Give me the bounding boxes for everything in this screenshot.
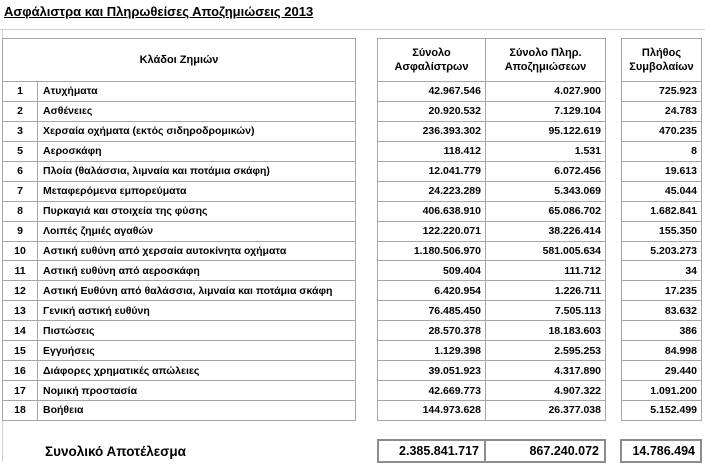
table-row: [3, 221, 356, 241]
table-row: [378, 201, 606, 221]
row-number: 3: [3, 121, 38, 141]
claims-value: 581.005.634: [486, 241, 606, 261]
table-row: [3, 301, 356, 321]
table-row: [378, 241, 606, 261]
row-number: 13: [3, 301, 38, 321]
row-number: 17: [3, 381, 38, 401]
contracts-value: 1.682.841: [622, 201, 702, 221]
table-row: [622, 261, 702, 281]
gridline-horizontal: [0, 29, 705, 30]
class-label: Διάφορες χρηματικές απώλειες: [38, 361, 356, 381]
premiums-value: 406.638.910: [378, 201, 486, 221]
contracts-value: 5.152.499: [622, 401, 702, 421]
table-row: [378, 82, 606, 102]
class-label: Αστική Ευθύνη από θαλάσσια, λιμναία και ποτάμια σκάφη: [38, 281, 356, 301]
row-number: 11: [3, 261, 38, 281]
table-row: [3, 281, 356, 301]
table-row: [3, 181, 356, 201]
premiums-value: 24.223.289: [378, 181, 486, 201]
claims-value: 2.595.253: [486, 341, 606, 361]
contracts-value: 83.632: [622, 301, 702, 321]
row-number: 6: [3, 161, 38, 181]
row-number: 8: [3, 201, 38, 221]
table-row: [3, 261, 356, 281]
class-label: Αεροσκάφη: [38, 141, 356, 161]
premiums-value: 509.404: [378, 261, 486, 281]
class-label: Βοήθεια: [38, 401, 356, 421]
class-label: Πιστώσεις: [38, 321, 356, 341]
contracts-value: 45.044: [622, 181, 702, 201]
claims-value: 4.907.322: [486, 381, 606, 401]
premiums-value: 42.967.546: [378, 82, 486, 102]
row-number: 14: [3, 321, 38, 341]
contracts-value: 5.203.273: [622, 241, 702, 261]
premiums-header: Σύνολο Ασφαλίστρων: [378, 39, 486, 82]
table-row: [3, 381, 356, 401]
claims-value: 18.183.603: [486, 321, 606, 341]
table-row: [622, 281, 702, 301]
contracts-value: 725.923: [622, 82, 702, 102]
row-number: 1: [3, 82, 38, 102]
class-label: Πυρκαγιά και στοιχεία της φύσης: [38, 201, 356, 221]
table-row: [622, 161, 702, 181]
table-row: [622, 241, 702, 261]
claims-value: 7.505.113: [486, 301, 606, 321]
table-row: [3, 401, 356, 421]
row-number: 7: [3, 181, 38, 201]
class-label: Αστική ευθύνη από αεροσκάφη: [38, 261, 356, 281]
table-row: [622, 221, 702, 241]
table-row: [3, 241, 356, 261]
table-row: [378, 341, 606, 361]
table-row: [378, 321, 606, 341]
total-premiums: 2.385.841.717: [399, 444, 479, 458]
class-label: Λοιπές ζημιές αγαθών: [38, 221, 356, 241]
premiums-value: 144.973.628: [378, 401, 486, 421]
row-number: 12: [3, 281, 38, 301]
contracts-value: 24.783: [622, 101, 702, 121]
contracts-header: Πλήθος Συμβολαίων: [622, 39, 702, 82]
class-label: Μεταφερόμενα εμπορεύματα: [38, 181, 356, 201]
premiums-value: 20.920.532: [378, 101, 486, 121]
table-row: [378, 261, 606, 281]
premiums-value: 42.669.773: [378, 381, 486, 401]
table-row: [378, 221, 606, 241]
table-row: [378, 281, 606, 301]
premiums-value: 28.570.378: [378, 321, 486, 341]
claims-value: 111.712: [486, 261, 606, 281]
contracts-value: 34: [622, 261, 702, 281]
table-row: [622, 381, 702, 401]
contracts-value: 1.091.200: [622, 381, 702, 401]
table-row: [622, 181, 702, 201]
table-row: [622, 201, 702, 221]
table-row: [378, 181, 606, 201]
table-row: [622, 141, 702, 161]
premiums-value: 122.220.071: [378, 221, 486, 241]
row-number: 5: [3, 141, 38, 161]
row-number: 15: [3, 341, 38, 361]
classes-header: Κλάδοι Ζημιών: [3, 39, 356, 82]
table-row: [622, 82, 702, 102]
table-row: [622, 301, 702, 321]
total-contracts: 14.786.494: [632, 444, 695, 458]
contracts-header-row: [622, 39, 702, 82]
premiums-value: 236.393.302: [378, 121, 486, 141]
table-row: [3, 101, 356, 121]
contracts-value: 386: [622, 321, 702, 341]
row-number: 10: [3, 241, 38, 261]
contracts-value: 19.613: [622, 161, 702, 181]
table-row: [378, 301, 606, 321]
contracts-value: 155.350: [622, 221, 702, 241]
claims-header: Σύνολο Πληρ. Αποζημιώσεων: [486, 39, 606, 82]
table-row: [3, 141, 356, 161]
table-row: [378, 141, 606, 161]
premiums-value: 76.485.450: [378, 301, 486, 321]
page-title: Ασφάλιστρα και Πληρωθείσες Αποζημιώσεις 2013: [4, 4, 314, 19]
contracts-table: [621, 38, 702, 421]
claims-value: 38.226.414: [486, 221, 606, 241]
amounts-header-row: [378, 39, 606, 82]
claims-value: 5.343.069: [486, 181, 606, 201]
table-row: [3, 361, 356, 381]
claims-value: 7.129.104: [486, 101, 606, 121]
table-row: [378, 381, 606, 401]
total-contracts-box: [620, 439, 702, 463]
premiums-value: 39.051.923: [378, 361, 486, 381]
class-label: Πλοία (θαλάσσια, λιμναία και ποτάμια σκάφη): [38, 161, 356, 181]
total-label: Συνολικό Αποτέλεσμα: [45, 444, 186, 459]
classes-header-row: [3, 39, 356, 82]
row-number: 16: [3, 361, 38, 381]
class-label: Χερσαία οχήματα (εκτός σιδηροδρομικών): [38, 121, 356, 141]
total-amounts-box: [377, 439, 606, 463]
table-row: [3, 341, 356, 361]
table-row: [622, 101, 702, 121]
claims-value: 1.226.711: [486, 281, 606, 301]
table-row: [378, 121, 606, 141]
table-row: [378, 401, 606, 421]
premiums-value: 12.041.779: [378, 161, 486, 181]
table-row: [3, 321, 356, 341]
amounts-table-body: [378, 82, 606, 421]
premiums-value: 6.420.954: [378, 281, 486, 301]
table-row: [3, 161, 356, 181]
claims-value: 95.122.619: [486, 121, 606, 141]
total-claims: 867.240.072: [484, 441, 604, 461]
claims-value: 4.317.890: [486, 361, 606, 381]
class-label: Εγγυήσεις: [38, 341, 356, 361]
table-row: [378, 101, 606, 121]
table-row: [622, 361, 702, 381]
contracts-value: 8: [622, 141, 702, 161]
table-row: [622, 401, 702, 421]
table-row: [622, 321, 702, 341]
contracts-value: 29.440: [622, 361, 702, 381]
contracts-value: 17.235: [622, 281, 702, 301]
table-row: [3, 121, 356, 141]
class-label: Ατυχήματα: [38, 82, 356, 102]
table-row: [622, 121, 702, 141]
classes-table-body: [3, 82, 356, 421]
premiums-value: 118.412: [378, 141, 486, 161]
table-row: [622, 341, 702, 361]
claims-value: 4.027.900: [486, 82, 606, 102]
class-label: Αστική ευθύνη από χερσαία αυτοκίνητα οχήματα: [38, 241, 356, 261]
row-number: 9: [3, 221, 38, 241]
class-label: Νομική προστασία: [38, 381, 356, 401]
class-label: Ασθένειες: [38, 101, 356, 121]
premiums-value: 1.129.398: [378, 341, 486, 361]
claims-value: 6.072.456: [486, 161, 606, 181]
class-label: Γενική αστική ευθύνη: [38, 301, 356, 321]
table-row: [378, 361, 606, 381]
table-row: [378, 161, 606, 181]
row-number: 18: [3, 401, 38, 421]
table-row: [3, 201, 356, 221]
contracts-value: 84.998: [622, 341, 702, 361]
row-number: 2: [3, 101, 38, 121]
claims-value: 26.377.038: [486, 401, 606, 421]
table-row: [3, 82, 356, 102]
classes-table: [2, 38, 356, 421]
amounts-table: [377, 38, 606, 421]
premiums-value: 1.180.506.970: [378, 241, 486, 261]
contracts-value: 470.235: [622, 121, 702, 141]
claims-value: 1.531: [486, 141, 606, 161]
claims-value: 65.086.702: [486, 201, 606, 221]
contracts-table-body: [622, 82, 702, 421]
